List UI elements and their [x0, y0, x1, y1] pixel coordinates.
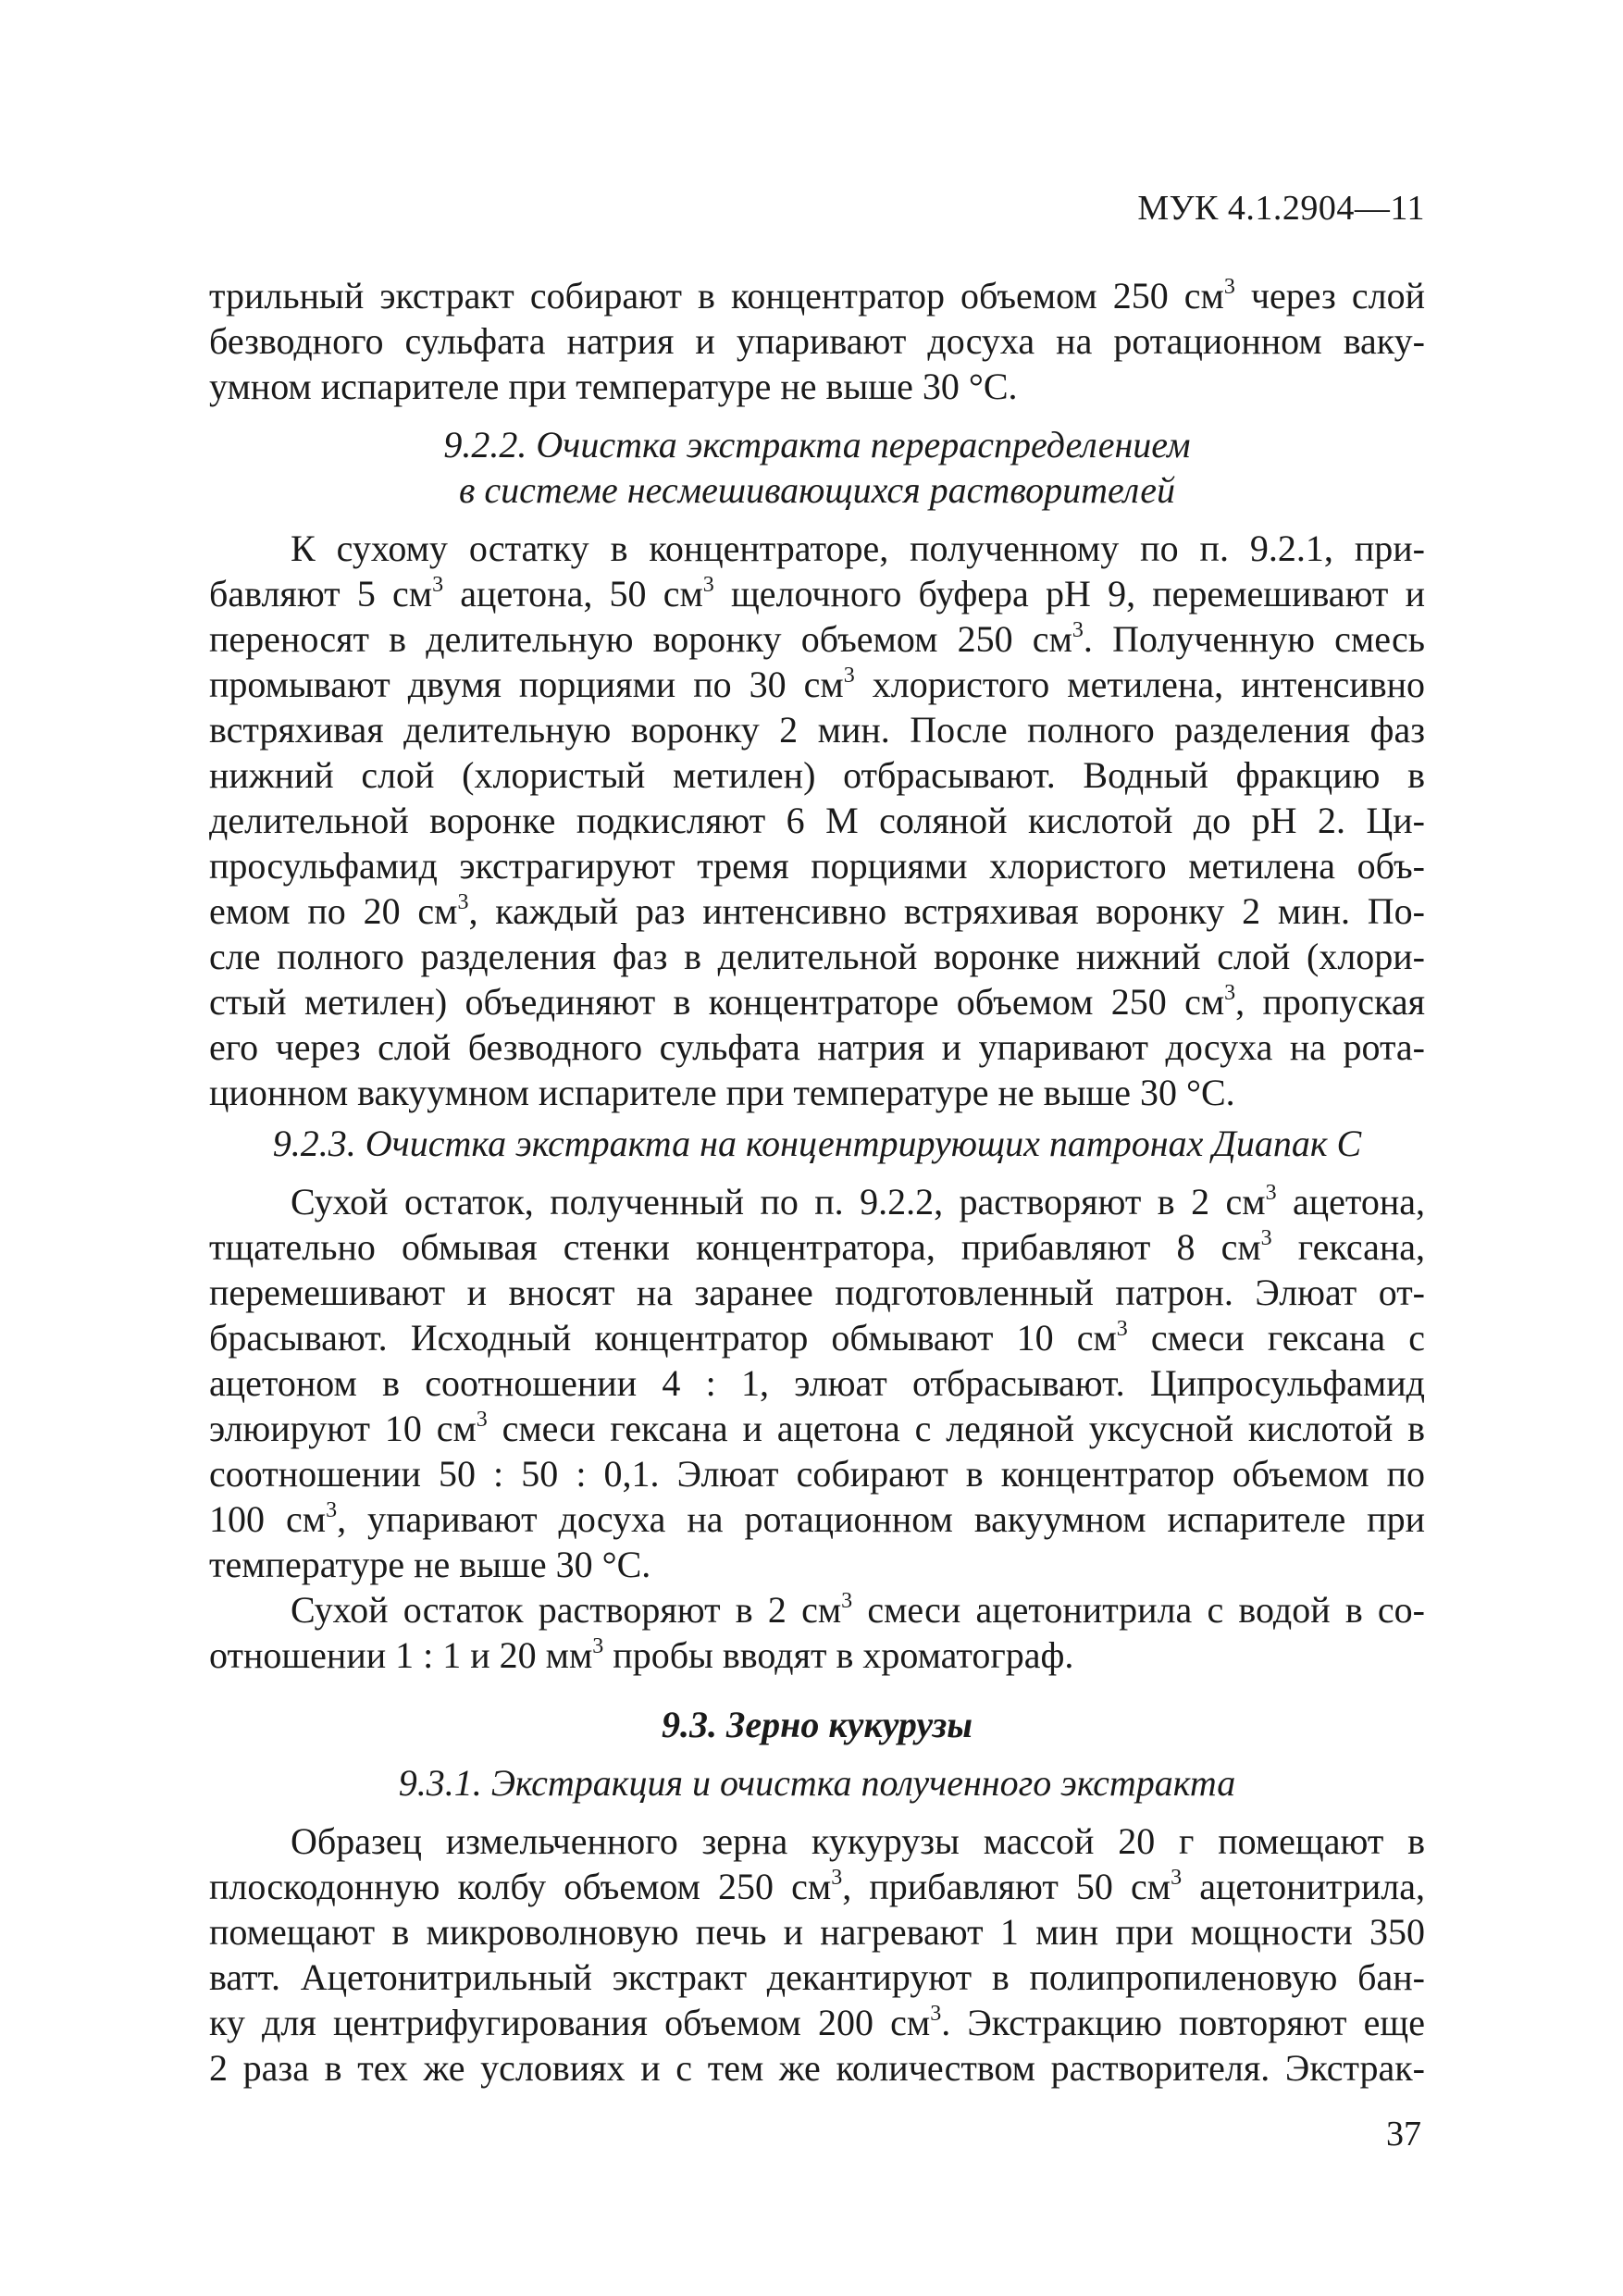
section-heading-9-3-1: 9.3.1. Экстракция и очистка полученного экстракта [398, 1762, 1236, 1804]
text-segment: переносят в делительную воронку объемом 250 см [209, 618, 1072, 660]
text-line [209, 662, 1425, 707]
text-segment: элюируют 10 см [209, 1408, 477, 1449]
text-segment: пробы вводят в хроматограф. [603, 1634, 1074, 1676]
text-segment: емом по 20 см [209, 890, 458, 932]
text-segment: ацетонитрила, [1182, 1866, 1425, 1907]
section-heading-9-3: 9.3. Зерно кукурузы [662, 1704, 973, 1745]
text-segment: просульфамид экстрагируют тремя порциями хлористого метилена объ- [209, 845, 1425, 887]
text-segment: , каждый раз интенсивно встряхивая воронку 2 мин. По- [468, 890, 1425, 932]
text-segment: перемешивают и вносят на заранее подготовленный патрон. Элюат от- [209, 1272, 1425, 1313]
text-segment: Образец измельченного зерна кукурузы массой 20 г помещают в [291, 1820, 1425, 1862]
paragraph-9-2-2 [209, 526, 1425, 1115]
text-segment: стый метилен) объединяют в концентраторе объемом 250 см [209, 981, 1225, 1023]
text-line [209, 1270, 1425, 1315]
text-segment: его через слой безводного сульфата натрия и упаривают досуха на рота- [209, 1026, 1425, 1068]
text-line [209, 1224, 1425, 1270]
text-segment: нижний слой (хлористый метилен) отбрасывают. Водный фракцию в [209, 754, 1425, 796]
text-segment: ку для центрифугирования объемом 200 см [209, 2002, 931, 2043]
text-segment: хлористого метилена, интенсивно [854, 664, 1425, 705]
text-line [209, 616, 1425, 662]
text-segment: помещают в микроволновую печь и нагревают 1 мин при мощности 350 [209, 1911, 1425, 1953]
text-segment: безводного сульфата натрия и упаривают досуха на ротационном ваку- [209, 320, 1425, 362]
paragraph-9-2-3-final [209, 1587, 1425, 1678]
text-line [209, 1024, 1425, 1070]
text-segment: . Полученную смесь [1083, 618, 1425, 660]
text-line [209, 752, 1425, 798]
text-segment: плоскодонную колбу объемом 250 см [209, 1866, 832, 1907]
text-line [209, 273, 1425, 318]
text-line [209, 2000, 1425, 2045]
text-segment: сле полного разделения фаз в делительной воронке нижний слой (хлори- [209, 936, 1425, 977]
text-segment: смеси гексана с [1127, 1317, 1425, 1359]
text-line [209, 1632, 1425, 1678]
superscript: 3 [1171, 1866, 1183, 1890]
text-line [209, 364, 1425, 409]
text-line [209, 934, 1425, 979]
text-line [209, 707, 1425, 752]
text-line [209, 571, 1425, 616]
heading-line: 9.2.2. Очистка экстракта перераспределением [443, 424, 1191, 465]
superscript: 3 [1116, 1317, 1128, 1341]
text-segment: смеси гексана и ацетона с ледяной уксусной кислотой в [487, 1408, 1425, 1449]
paragraph-9-2-3 [209, 1179, 1425, 1587]
text-segment: , прибавляют 50 см [842, 1866, 1171, 1907]
text-line [209, 1360, 1425, 1406]
text-segment: ционном вакуумном испарителе при температуре не выше 30 °С. [209, 1072, 1235, 1113]
text-line [209, 1070, 1425, 1115]
superscript: 3 [432, 573, 444, 597]
text-segment: ацетона, 50 см [443, 573, 703, 614]
paragraph-9-3-1 [209, 1818, 1425, 2091]
text-segment: гексана, [1271, 1226, 1426, 1268]
text-segment: смеси ацетонитрила с водой в со- [852, 1589, 1425, 1631]
text-segment: 100 см [209, 1498, 327, 1540]
text-line [209, 1315, 1425, 1360]
text-line [209, 1909, 1425, 1955]
text-segment: ватт. Ацетонитрильный экстракт декантируют в полипропиленовую бан- [209, 1956, 1425, 1998]
text-line [209, 1818, 1425, 1864]
text-line [209, 1542, 1425, 1587]
text-line [209, 1496, 1425, 1542]
text-line [209, 526, 1425, 571]
superscript: 3 [592, 1634, 604, 1658]
text-segment: делительной воронке подкисляют 6 М соляной кислотой до рН 2. Ци- [209, 800, 1425, 841]
text-segment: тщательно обмывая стенки концентратора, прибавляют 8 см [209, 1226, 1261, 1268]
text-line [209, 1864, 1425, 1909]
text-segment: температуре не выше 30 °С. [209, 1544, 651, 1585]
superscript: 3 [457, 890, 469, 914]
superscript: 3 [326, 1498, 338, 1522]
text-segment: щелочного буфера рН 9, перемешивают и [713, 573, 1425, 614]
text-line [209, 2045, 1425, 2091]
superscript: 3 [831, 1866, 843, 1890]
text-segment: 2 раза в тех же условиях и с тем же количеством растворителя. Экстрак- [209, 2047, 1425, 2089]
text-segment: Сухой остаток, полученный по п. 9.2.2, растворяют в 2 см [291, 1181, 1266, 1222]
text-line [209, 1955, 1425, 2000]
text-segment: трильный экстракт собирают в концентратор объемом 250 см [209, 275, 1224, 316]
text-line [209, 843, 1425, 888]
text-segment: брасывают. Исходный концентратор обмывают 10 см [209, 1317, 1117, 1359]
text-segment: К сухому остатку в концентраторе, полученному по п. 9.2.1, при- [291, 527, 1425, 569]
text-segment: ацетоном в соотношении 4 : 1, элюат отбрасывают. Ципросульфамид [209, 1362, 1425, 1404]
superscript: 3 [841, 1589, 853, 1613]
text-segment: Сухой остаток растворяют в 2 см [291, 1589, 842, 1631]
text-line [209, 798, 1425, 843]
text-segment: отношении 1 : 1 и 20 мм [209, 1634, 593, 1676]
text-segment: встряхивая делительную воронку 2 мин. После полного разделения фаз [209, 709, 1425, 751]
text-line [209, 1406, 1425, 1451]
superscript: 3 [930, 2002, 942, 2026]
text-segment: умном испарителе при температуре не выше 30 °С. [209, 366, 1018, 407]
text-segment: соотношении 50 : 50 : 0,1. Элюат собирают в концентратор объемом по [209, 1453, 1425, 1495]
text-line [209, 979, 1425, 1024]
text-segment: бавляют 5 см [209, 573, 433, 614]
text-segment: ацетона, [1276, 1181, 1426, 1222]
text-segment: через слой [1234, 275, 1425, 316]
section-heading-9-2-3: 9.2.3. Очистка экстракта на концентрирующих патронах Диапак С [272, 1123, 1362, 1164]
text-segment: , упаривают досуха на ротационном вакуумном испарителе при [337, 1498, 1425, 1540]
superscript: 3 [1260, 1226, 1272, 1250]
section-heading-9-2-2 [209, 422, 1425, 513]
text-line [209, 318, 1425, 364]
text-segment: , пропуская [1235, 981, 1425, 1023]
page-body [209, 273, 1425, 2091]
superscript: 3 [843, 664, 855, 688]
superscript: 3 [1223, 275, 1235, 299]
text-line [209, 888, 1425, 934]
text-segment: . Экстракцию повторяют еще [941, 2002, 1425, 2043]
document-code: МУК 4.1.2904—11 [1137, 189, 1425, 228]
superscript: 3 [476, 1408, 488, 1432]
superscript: 3 [702, 573, 714, 597]
text-segment: промывают двумя порциями по 30 см [209, 664, 844, 705]
superscript: 3 [1072, 618, 1084, 642]
superscript: 3 [1224, 981, 1236, 1005]
text-line [209, 1451, 1425, 1496]
text-line [209, 1179, 1425, 1224]
page-number: 37 [1386, 2115, 1421, 2153]
superscript: 3 [1265, 1181, 1277, 1205]
text-line [209, 1587, 1425, 1632]
paragraph-9-2-1-end [209, 273, 1425, 409]
heading-line: в системе несмешивающихся растворителей [458, 469, 1175, 511]
